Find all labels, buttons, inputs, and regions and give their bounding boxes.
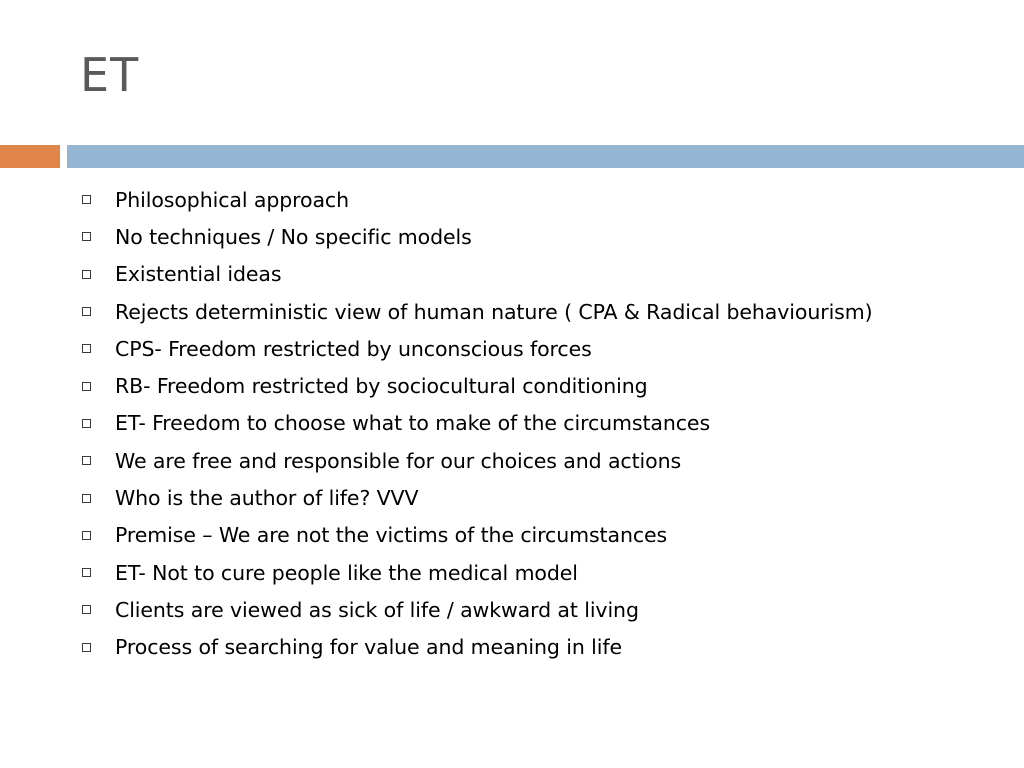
bullet-text: Rejects deterministic view of human nature ( CPA & Radical behaviourism) (115, 299, 873, 324)
square-bullet-icon (82, 195, 91, 204)
square-bullet-icon (82, 232, 91, 241)
list-item (80, 554, 1010, 591)
accent-bar-blue (67, 145, 1024, 168)
bullet-text: CPS- Freedom restricted by unconscious forces (115, 336, 592, 361)
bullet-text: Process of searching for value and meaning in life (115, 635, 622, 660)
bullet-text: Premise – We are not the victims of the circumstances (115, 523, 668, 548)
bullet-text: Who is the author of life? VVV (115, 486, 419, 511)
accent-bar-orange (0, 145, 60, 168)
bullet-text: ET- Not to cure people like the medical model (115, 560, 578, 585)
list-item (80, 629, 1010, 666)
list-item (80, 181, 1010, 218)
list-item (80, 367, 1010, 404)
square-bullet-icon (82, 344, 91, 353)
bullet-text: Clients are viewed as sick of life / awkward at living (115, 597, 639, 622)
list-item (80, 517, 1010, 554)
square-bullet-icon (82, 568, 91, 577)
square-bullet-icon (82, 382, 91, 391)
list-item (80, 405, 1010, 442)
square-bullet-icon (82, 419, 91, 428)
square-bullet-icon (82, 643, 91, 652)
square-bullet-icon (82, 456, 91, 465)
bullet-text: Existential ideas (115, 262, 282, 287)
list-item (80, 591, 1010, 628)
list-item (80, 330, 1010, 367)
list-item (80, 479, 1010, 516)
list-item (80, 442, 1010, 479)
square-bullet-icon (82, 270, 91, 279)
bullet-text: We are free and responsible for our choices and actions (115, 448, 682, 473)
list-item (80, 256, 1010, 293)
slide-title: ET (80, 48, 140, 102)
square-bullet-icon (82, 531, 91, 540)
bullet-list (80, 181, 1010, 666)
square-bullet-icon (82, 605, 91, 614)
bullet-text: ET- Freedom to choose what to make of the circumstances (115, 411, 711, 436)
square-bullet-icon (82, 307, 91, 316)
list-item (80, 218, 1010, 255)
bullet-text: Philosophical approach (115, 187, 349, 212)
list-item (80, 293, 1010, 330)
bullet-text: RB- Freedom restricted by sociocultural conditioning (115, 374, 648, 399)
bullet-text: No techniques / No specific models (115, 224, 472, 249)
square-bullet-icon (82, 494, 91, 503)
